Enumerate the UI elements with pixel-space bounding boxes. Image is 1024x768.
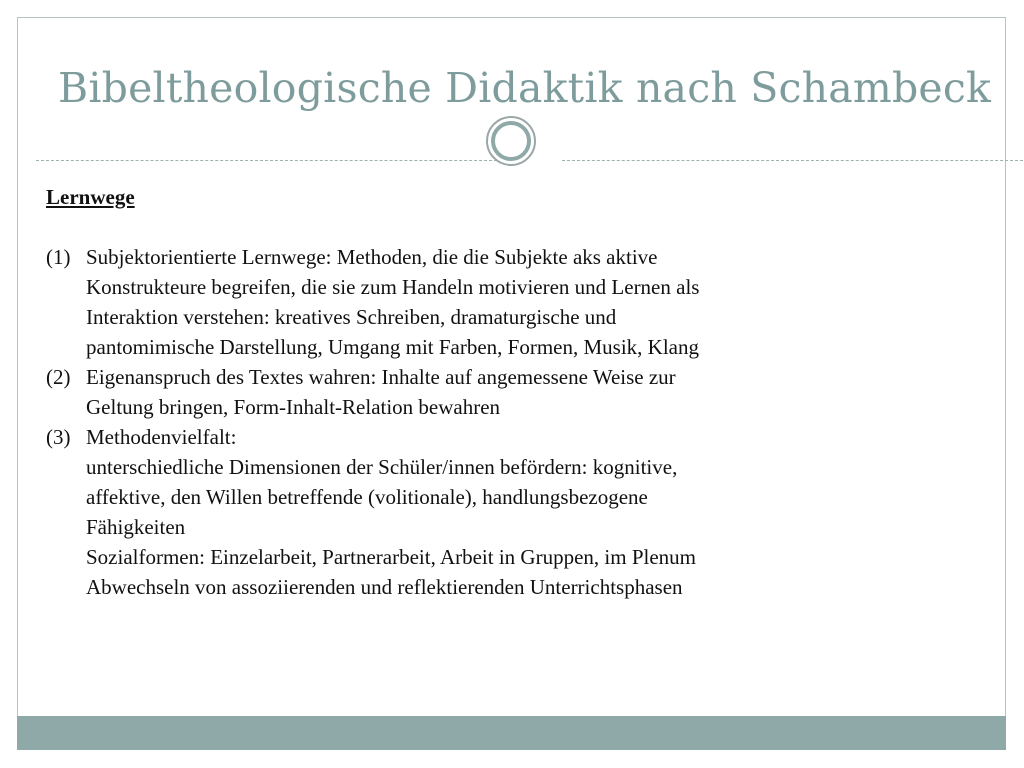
list-item-number: (1) [46, 245, 71, 269]
list-item [46, 422, 946, 602]
list-item-line: Subjektorientierte Lernwege: Methoden, die die Subjekte aks aktive [86, 245, 658, 269]
title-divider-right [562, 160, 1023, 161]
slide-body [46, 182, 946, 602]
footer-bar [17, 716, 1006, 750]
list-item-line: pantomimische Darstellung, Umgang mit Farben, Formen, Musik, Klang [86, 335, 699, 359]
title-divider-left [36, 160, 502, 161]
list-item-line: unterschiedliche Dimensionen der Schüler/innen befördern: kognitive, [86, 455, 678, 479]
list-item-line: affektive, den Willen betreffende (volitionale), handlungsbezogene [86, 485, 648, 509]
list-item-line: Geltung bringen, Form-Inhalt-Relation bewahren [86, 395, 501, 419]
slide-title: Bibeltheologische Didaktik nach Schambeck [58, 64, 992, 112]
list-item-line: Abwechseln von assoziierenden und reflektierenden Unterrichtsphasen [86, 575, 683, 599]
list-item-line: Interaktion verstehen: kreatives Schreiben, dramaturgische und [86, 305, 617, 329]
list-item-line: Sozialformen: Einzelarbeit, Partnerarbeit, Arbeit in Gruppen, im Plenum [86, 545, 696, 569]
list-item-line: Methodenvielfalt: [86, 425, 237, 449]
circle-ornament-icon [486, 116, 536, 166]
section-heading: Lernwege [46, 185, 135, 209]
list-item-line: Eigenanspruch des Textes wahren: Inhalte auf angemessene Weise zur [86, 365, 676, 389]
list-item-number: (3) [46, 425, 71, 449]
list-item-line: Konstrukteure begreifen, die sie zum Handeln motivieren und Lernen als [86, 275, 700, 299]
list-item [46, 362, 946, 422]
list-item [46, 242, 946, 362]
list-item-number: (2) [46, 365, 71, 389]
list-item-line: Fähigkeiten [86, 515, 186, 539]
